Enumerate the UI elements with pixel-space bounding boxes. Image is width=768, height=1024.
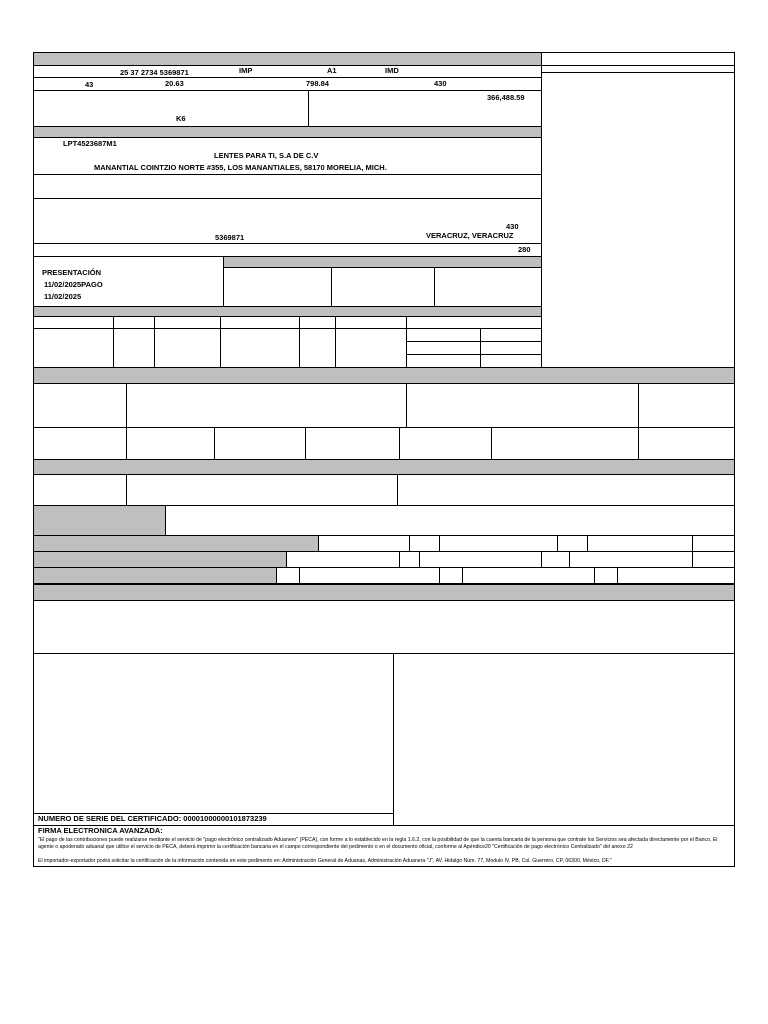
firma-label: FIRMA ELECTRONICA AVANZADA: [38, 826, 163, 835]
section-block-4 [33, 505, 166, 536]
section-bar-8 [33, 584, 735, 601]
importer-rfc: LPT4523687M1 [63, 139, 117, 148]
importer-address: MANANTIAL COINTZIO NORTE #355, LOS MANANTIALES, 58170 MORELIA, MICH. [94, 163, 387, 172]
pago-date: 11/02/2025 [44, 292, 82, 301]
dates-header-bar [223, 256, 542, 268]
presentacion-date: 11/02/2025PAGO [44, 280, 103, 289]
importer-header-bar [33, 126, 542, 138]
section-bar-6 [33, 551, 287, 568]
section-bar-7 [33, 567, 277, 584]
rate-col1: 43 [85, 80, 94, 89]
rate-col2: 20.63 [165, 79, 184, 88]
transport-number: 5369871 [215, 233, 245, 242]
importer-name: LENTES PARA TI, S.A DE C.V [214, 151, 319, 160]
imd-label: IMD [385, 66, 399, 75]
transport-value: 280 [518, 245, 531, 254]
total-code: K6 [176, 114, 186, 123]
total-amount: 366,488.59 [487, 93, 525, 102]
rate-col3: 798.84 [306, 79, 329, 88]
certificacion-footnote: El importador-exportador podrá solicitar la certificación de la información contenida en este pedimento en: Administración General de Aduanas, Administración Aduanera "J", AV. Hidalgo Núm. 77, Modulo IV, PB, Col. Guerrero, CP, 06300, México, DF." [38, 858, 612, 864]
section-bar-5 [33, 535, 319, 552]
section-bar-2 [33, 367, 735, 384]
certificate-serial: NUMERO DE SERIE DEL CERTIFICADO: 00001000000101873239 [38, 814, 267, 823]
pedimento-number: 25 37 2734 5369871 [120, 68, 189, 77]
section-bar-1 [33, 306, 542, 317]
header-bar [33, 52, 542, 66]
transport-code: 430 [506, 222, 519, 231]
a1-label: A1 [327, 66, 337, 75]
peca-footnote: "El pago de las contribuciones puede realizarse mediante el servicio de "pago electrónico centralizado Aduanero" (PECA), con forme a lo establecido en la regla 1.6.2, con la posibilidad de que la cuenta bancaria de la persona que contrate los Servicios sea afectada directamente por el Banco, El agente o apoderado aduanal que utilice el servicio de PECA, deberá imprimir la certificación bancaria en el campo correspondiente del pedimento o en el documento oficial, conforme al Apéndice20 "Certificación de pago electrónico Centralizado" del anexo 22 [38, 837, 718, 850]
rate-col4: 430 [434, 79, 447, 88]
transport-place: VERACRUZ, VERACRUZ [426, 231, 514, 240]
imp-label: IMP [239, 66, 253, 75]
section-bar-3 [33, 459, 735, 475]
presentacion-label: PRESENTACIÓN [42, 268, 102, 277]
